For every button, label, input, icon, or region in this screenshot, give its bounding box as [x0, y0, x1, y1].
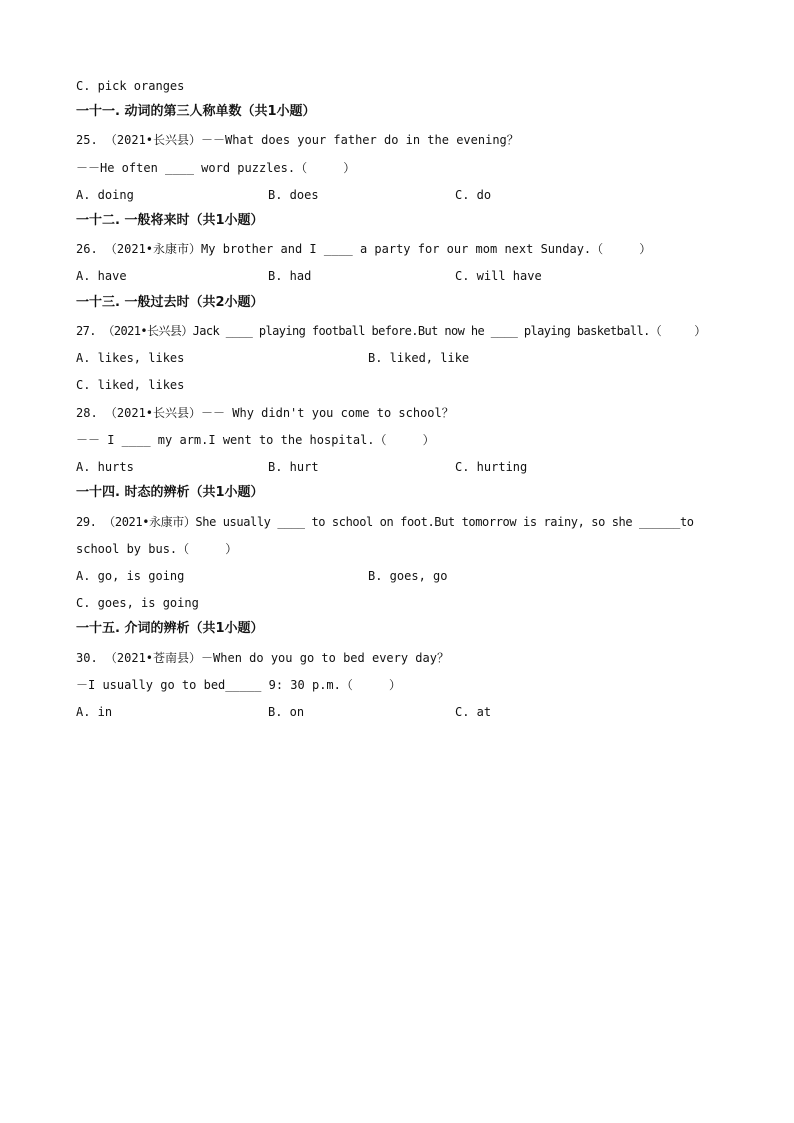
question-30-option-c: C. at	[455, 705, 492, 719]
question-27-stem: 27. （2021•长兴县）Jack ____ playing football before.But now he ____ playing basketball.（ ）	[76, 324, 706, 338]
question-29-option-a: A. go, is going	[76, 569, 185, 583]
question-27-option-b: B. liked, like	[368, 351, 470, 365]
question-29-stem-cont: school by bus.（ ）	[76, 542, 238, 556]
question-26-option-b: B. had	[268, 269, 312, 283]
question-30-option-a: A. in	[76, 705, 113, 719]
question-30-stem: 30. （2021•苍南县）－When do you go to bed every day？	[76, 651, 449, 665]
question-30-option-b: B. on	[268, 705, 305, 719]
section-heading-14: 一十四. 时态的辨析（共1小题）	[76, 485, 264, 500]
question-26-option-a: A. have	[76, 269, 127, 283]
question-29-option-b: B. goes, go	[368, 569, 448, 583]
question-30-reply: －I usually go to bed_____ 9: 30 p.m.（ ）	[76, 678, 401, 692]
question-25-option-c: C. do	[455, 188, 492, 202]
question-26-option-c: C. will have	[455, 269, 542, 283]
section-heading-11: 一十一. 动词的第三人称单数（共1小题）	[76, 104, 316, 119]
section-heading-12: 一十二. 一般将来时（共1小题）	[76, 213, 264, 228]
option-c-prev: C. pick oranges	[76, 79, 185, 93]
section-heading-15: 一十五. 介词的辨析（共1小题）	[76, 621, 264, 636]
question-28-stem: 28. （2021•长兴县）－－ Why didn't you come to school？	[76, 406, 454, 420]
question-25-stem: 25. （2021•长兴县）－－What does your father do in the evening？	[76, 133, 519, 147]
question-28-option-c: C. hurting	[455, 460, 528, 474]
question-28-option-a: A. hurts	[76, 460, 134, 474]
question-27-option-c: C. liked, likes	[76, 378, 185, 392]
question-28-option-b: B. hurt	[268, 460, 319, 474]
question-28-reply: －－ I ____ my arm.I went to the hospital.（ ）	[76, 433, 435, 447]
question-26-stem: 26. （2021•永康市）My brother and I ____ a party for our mom next Sunday.（ ）	[76, 242, 652, 256]
question-25-option-a: A. doing	[76, 188, 134, 202]
question-27-option-a: A. likes, likes	[76, 351, 185, 365]
section-heading-13: 一十三. 一般过去时（共2小题）	[76, 295, 264, 310]
question-29-stem: 29. （2021•永康市）She usually ____ to school on foot.But tomorrow is rainy, so she ______to	[76, 515, 694, 529]
question-29-option-c: C. goes, is going	[76, 596, 199, 610]
question-25-option-b: B. does	[268, 188, 319, 202]
question-25-reply: －－He often ____ word puzzles.（ ）	[76, 161, 356, 175]
